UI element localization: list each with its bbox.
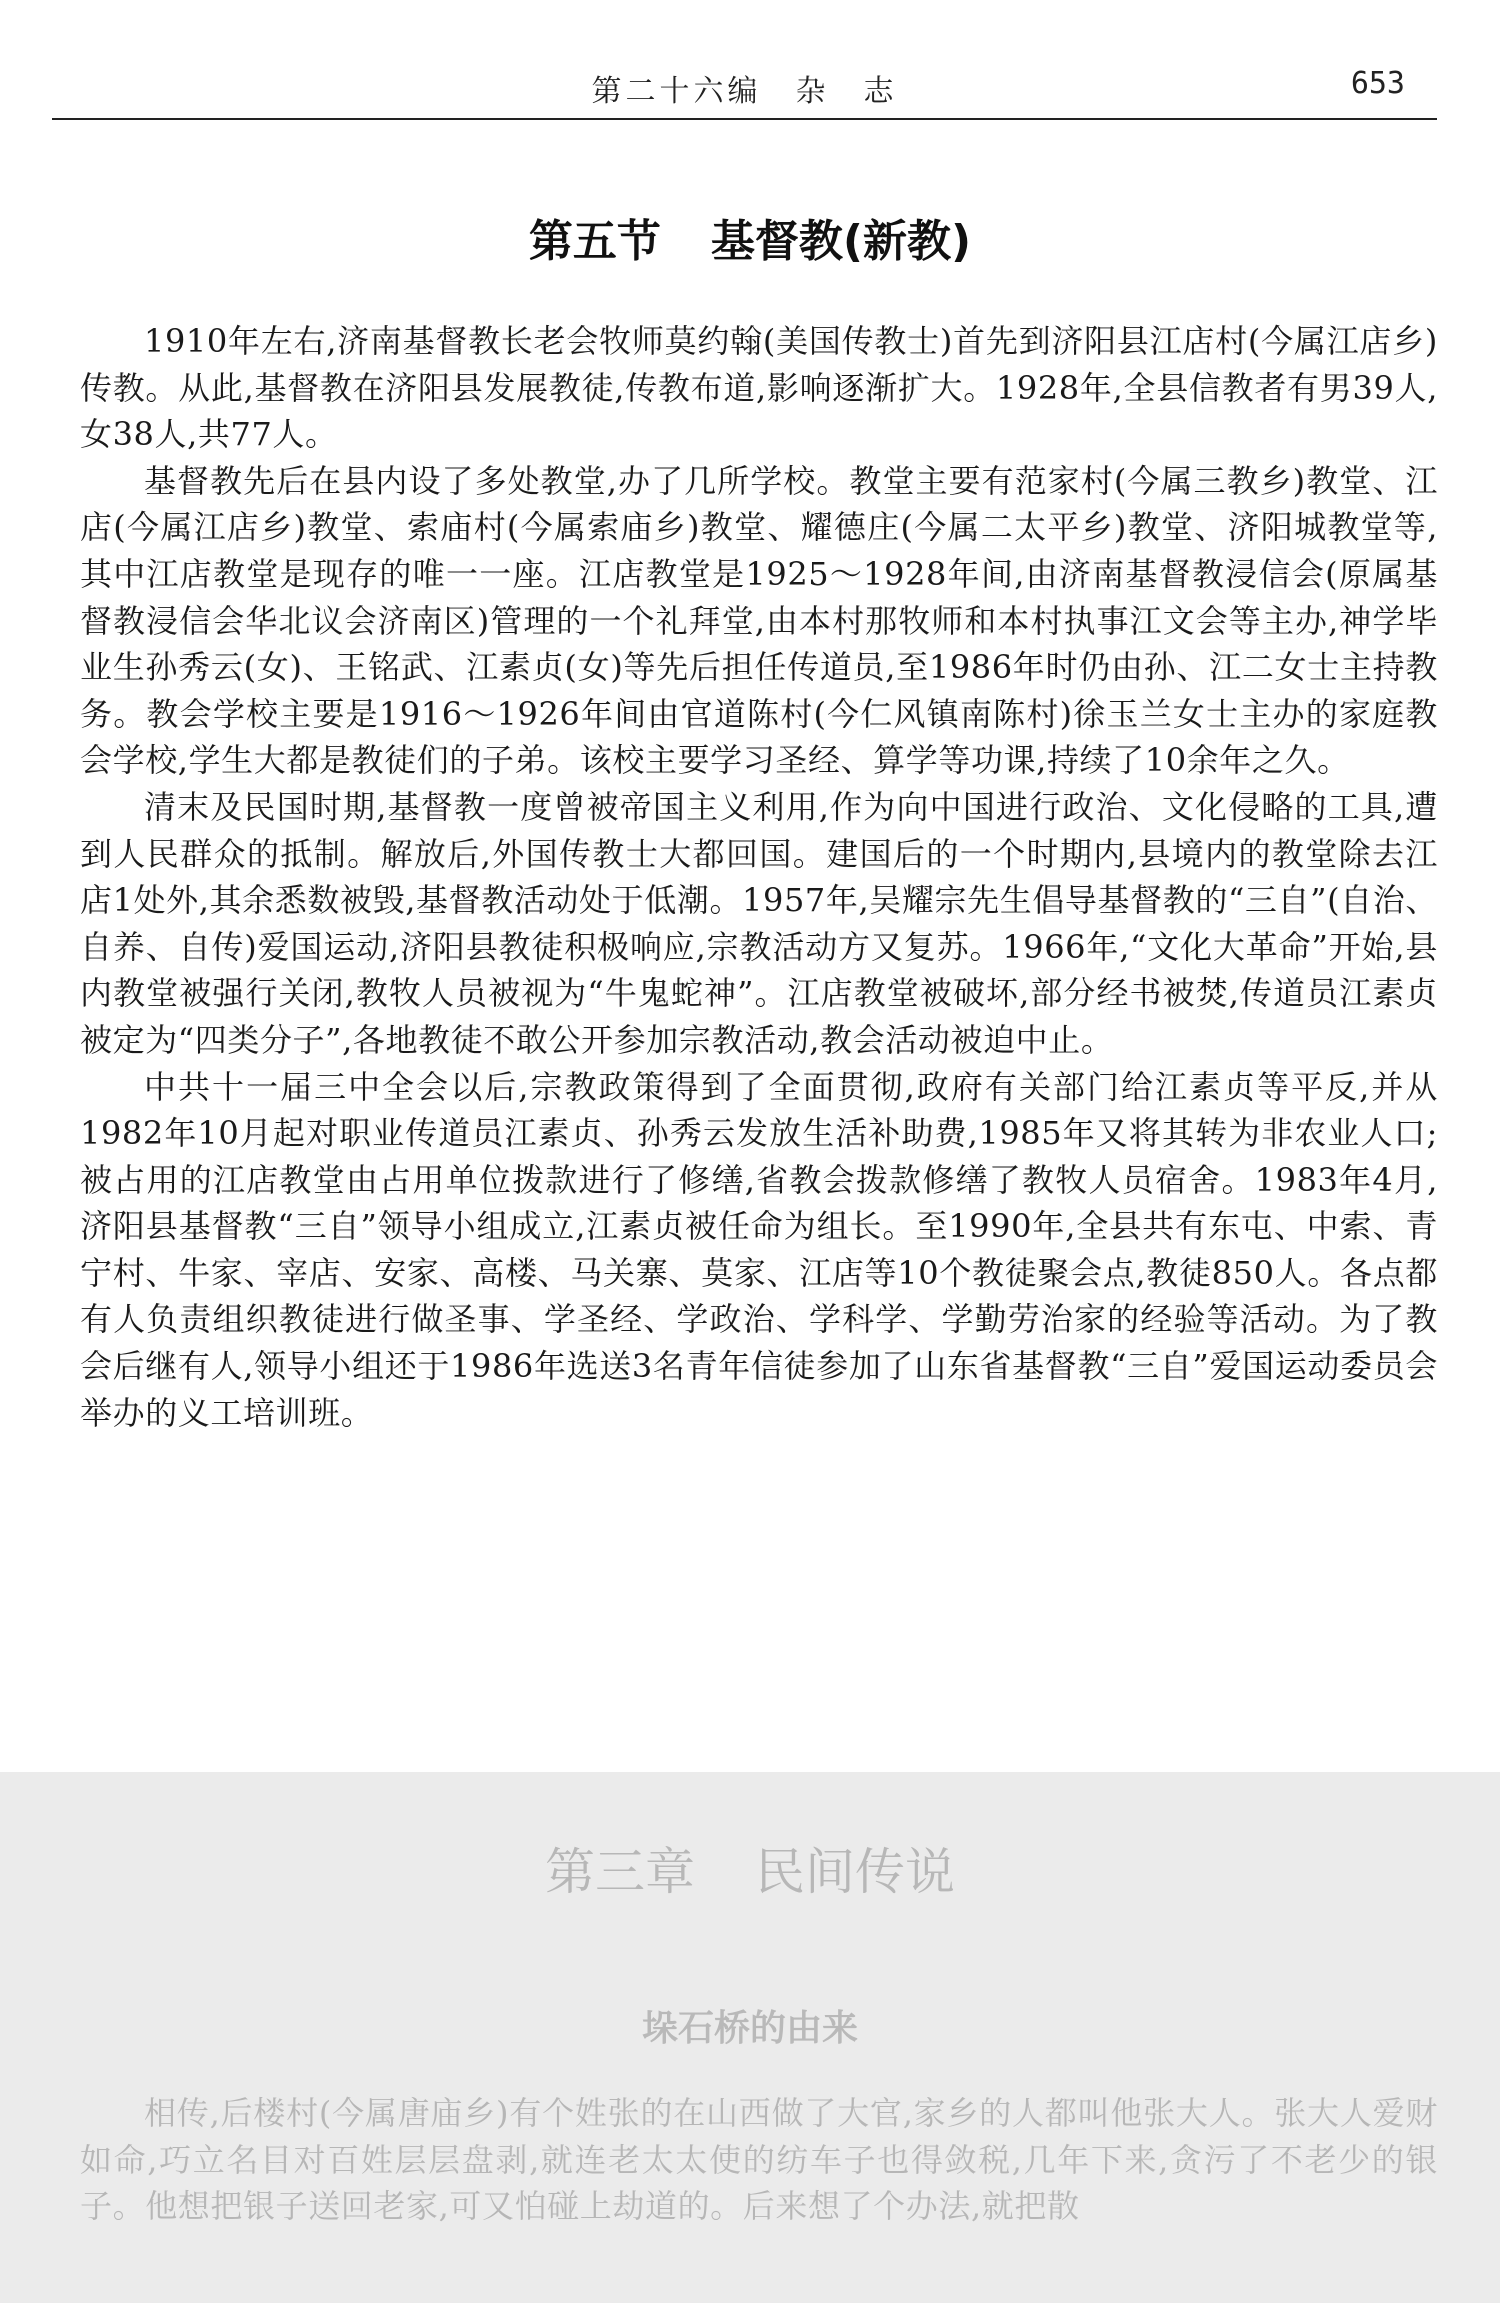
running-header xyxy=(52,60,1437,120)
chapter-title: 民间传说 xyxy=(755,1843,955,1901)
chapter-number: 第三章 xyxy=(545,1843,695,1901)
paragraph: 1910年左右,济南基督教长老会牧师莫约翰(美国传教士)首先到济阳县江店村(今属江店乡)传教。从此,基督教在济阳县发展教徒,传教布道,影响逐渐扩大。1928年,全县信教者有男39人,女38人,共77人。 xyxy=(80,322,1438,454)
section-number: 第五节 xyxy=(528,216,661,267)
running-header-title: 第二十六编 杂 志 xyxy=(591,74,898,109)
story-title: 垛石桥的由来 xyxy=(641,2008,858,2049)
next-page-preview xyxy=(0,1772,1500,2303)
body-text xyxy=(80,318,1438,1436)
paragraph: 清末及民国时期,基督教一度曾被帝国主义利用,作为向中国进行政治、文化侵略的工具,遭到人民群众的抵制。解放后,外国传教士大都回国。建国后的一个时期内,县境内的教堂除去江店1处外,其余悉数被毁,基督教活动处于低潮。1957年,吴耀宗先生倡导基督教的“三自”(自治、自养、自传)爱国运动,济阳县教徒积极响应,宗教活动方又复苏。1966年,“文化大革命”开始,县内教堂被强行关闭,教牧人员被视为“牛鬼蛇神”。江店教堂被破坏,部分经书被焚,传道员江素贞被定为“四类分子”,各地教徒不敢公开参加宗教活动,教会活动被迫中止。 xyxy=(80,787,1438,1059)
chapter-heading xyxy=(0,1832,1500,1904)
section-heading xyxy=(0,205,1500,269)
paragraph: 中共十一届三中全会以后,宗教政策得到了全面贯彻,政府有关部门给江素贞等平反,并从1982年10月起对职业传道员江素贞、孙秀云发放生活补助费,1985年又将其转为非农业人口;被占用的江店教堂由占用单位拨款进行了修缮,省教会拨款修缮了教牧人员宿舍。1983年4月,济阳县基督教“三自”领导小组成立,江素贞被任命为组长。至1990年,全县共有东屯、中索、青宁村、牛家、宰店、安家、高楼、马关寨、莫家、江店等10个教徒聚会点,教徒850人。各点都有人负责组织教徒进行做圣事、学圣经、学政治、学科学、学勤劳治家的经验等活动。为了教会后继有人,领导小组还于1986年选送3名青年信徒参加了山东省基督教“三自”爱国运动委员会举办的义工培训班。 xyxy=(80,1067,1438,1432)
story-body xyxy=(80,2090,1438,2230)
paragraph: 基督教先后在县内设了多处教堂,办了几所学校。教堂主要有范家村(今属三教乡)教堂、江店(今属江店乡)教堂、索庙村(今属索庙乡)教堂、耀德庄(今属二太平乡)教堂、济阳城教堂等,其中江店教堂是现存的唯一一座。江店教堂是1925～1928年间,由济南基督教浸信会(原属基督教浸信会华北议会济南区)管理的一个礼拜堂,由本村那牧师和本村执事江文会等主办,神学毕业生孙秀云(女)、王铭武、江素贞(女)等先后担任传道员,至1986年时仍由孙、江二女士主持教务。教会学校主要是1916～1926年间由官道陈村(今仁风镇南陈村)徐玉兰女士主办的家庭教会学校,学生大都是教徒们的子弟。该校主要学习圣经、算学等功课,持续了10余年之久。 xyxy=(80,461,1438,780)
section-title: 基督教(新教) xyxy=(710,216,972,267)
story-paragraph: 相传,后楼村(今属唐庙乡)有个姓张的在山西做了大官,家乡的人都叫他张大人。张大人爱财如命,巧立名目对百姓层层盘剥,就连老太太使的纺车子也得敛税,几年下来,贪污了不老少的银子。他想把银子送回老家,可又怕碰上劫道的。后来想了个办法,就把散 xyxy=(80,2094,1438,2226)
page-number: 653 xyxy=(1350,66,1405,101)
